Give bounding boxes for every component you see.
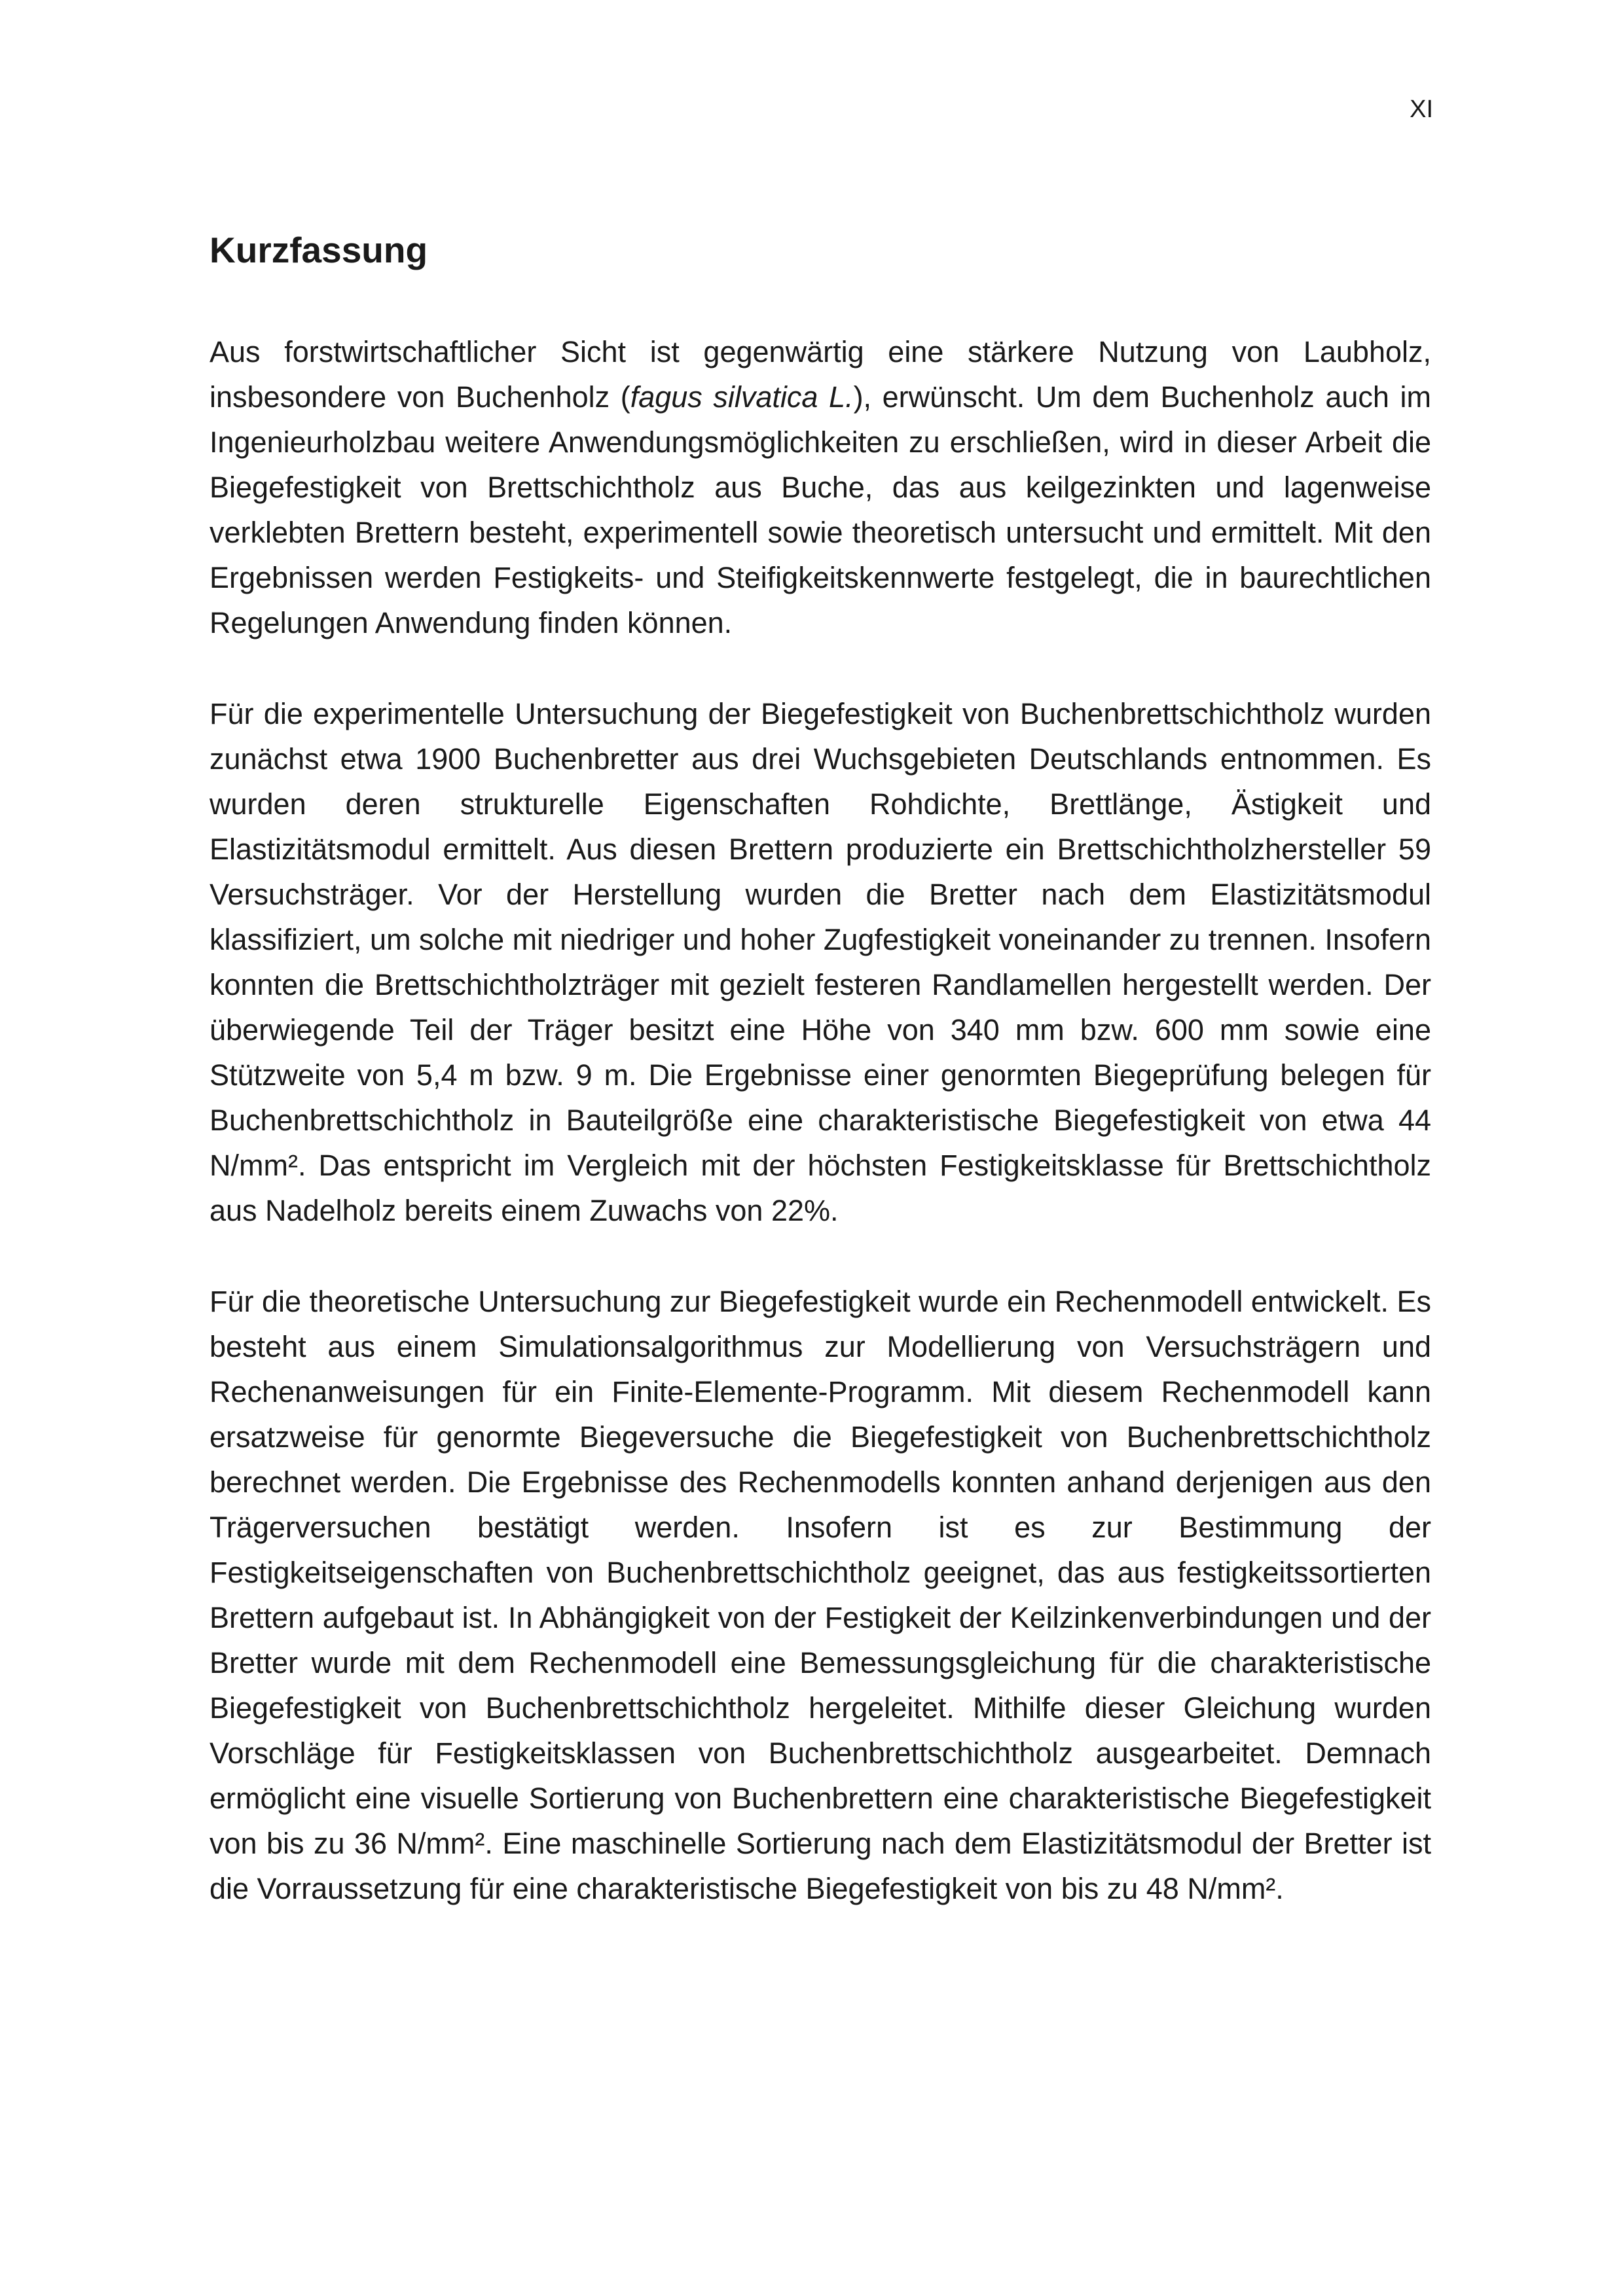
paragraph-1-text-end: ), erwünscht. Um dem Buchenholz auch im Ingenieurholzbau weitere Anwendungsmöglichkeiten zu erschließen, wird in dieser Arbeit die Biegefestigkeit von Brettschichtholz aus Buche, das aus keilgezinkten und lagenweise verklebten Brettern besteht, experimentell sowie theoretisch untersucht und ermittelt. Mit den Ergebnissen werden Festigkeits- und Steifigkeitskennwerte festgelegt, die in baurechtlichen Regelungen Anwendung finden können.	[210, 380, 1431, 639]
paragraph-1-text-start: Aus forstwirtschaftlicher Sicht ist gegenwärtig eine stärkere Nutzung von Laubholz, insbesondere von Buchenholz (	[210, 335, 1431, 414]
paragraph-2: Für die experimentelle Untersuchung der Biegefestigkeit von Buchenbrettschichtholz wurden zunächst etwa 1900 Buchenbretter aus drei Wuchsgebieten Deutschlands entnommen. Es wurden deren strukturelle Eigenschaften Rohdichte, Brettlänge, Ästigkeit und Elastizitätsmodul ermittelt. Aus diesen Brettern produzierte ein Brettschichtholzhersteller 59 Versuchsträger. Vor der Herstellung wurden die Bretter nach dem Elastizitätsmodul klassifiziert, um solche mit niedriger und hoher Zugfestigkeit voneinander zu trennen. Insofern konnten die Brettschichtholzträger mit gezielt festeren Randlamellen hergestellt werden. Der überwiegende Teil der Träger besitzt eine Höhe von 340 mm bzw. 600 mm sowie eine Stützweite von 5,4 m bzw. 9 m. Die Ergebnisse einer genormten Biegeprüfung belegen für Buchenbrettschichtholz in Bauteilgröße eine charakteristische Biegefestigkeit von etwa 44 N/mm². Das entspricht im Vergleich mit der höchsten Festigkeitsklasse für Brettschichtholz aus Nadelholz bereits einem Zuwachs von 22%.	[210, 697, 1431, 1227]
paragraph-1	[210, 329, 1431, 645]
section-heading: Kurzfassung	[210, 230, 428, 270]
page-number: XI	[1410, 96, 1433, 123]
abstract-body	[210, 329, 1431, 1911]
paragraph-3: Für die theoretische Untersuchung zur Biegefestigkeit wurde ein Rechenmodell entwickelt. Es besteht aus einem Simulationsalgorithmus zur Modellierung von Versuchsträgern und Rechenanweisungen für ein Finite-Elemente-Programm. Mit diesem Rechenmodell kann ersatzweise für genormte Biegeversuche die Biegefestigkeit von Buchenbrettschichtholz berechnet werden. Die Ergebnisse des Rechenmodells konnten anhand derjenigen aus den Trägerversuchen bestätigt werden. Insofern ist es zur Bestimmung der Festigkeitseigenschaften von Buchenbrettschichtholz geeignet, das aus festigkeitssortierten Brettern aufgebaut ist. In Abhängigkeit von der Festigkeit der Keilzinkenverbindungen und der Bretter wurde mit dem Rechenmodell eine Bemessungsgleichung für die charakteristische Biegefestigkeit von Buchenbrettschichtholz hergeleitet. Mithilfe dieser Gleichung wurden Vorschläge für Festigkeitsklassen von Buchenbrettschichtholz ausgearbeitet. Demnach ermöglicht eine visuelle Sortierung von Buchenbrettern eine charakteristische Biegefestigkeit von bis zu 36 N/mm². Eine maschinelle Sortierung nach dem Elastizitätsmodul der Bretter ist die Vorraussetzung für eine charakteristische Biegefestigkeit von bis zu 48 N/mm².	[210, 1285, 1431, 1905]
species-name: fagus silvatica L.	[630, 380, 854, 414]
